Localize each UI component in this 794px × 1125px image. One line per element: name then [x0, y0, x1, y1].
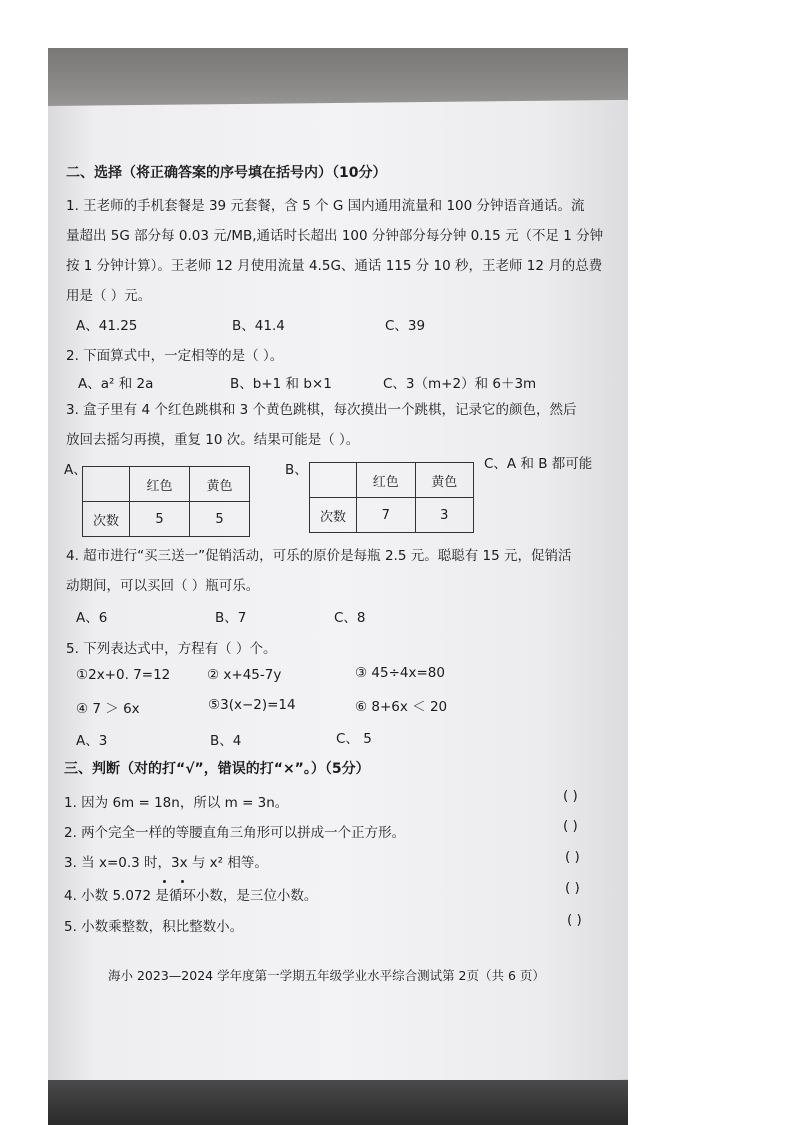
q5-expr-3: ③ 45÷4x=80	[355, 665, 445, 681]
q5-expr-4: ④ 7 ＞ 6x	[76, 701, 140, 717]
table-cell: 3	[415, 498, 474, 533]
q5-option-b: B、4	[210, 733, 242, 749]
q2-option-c: C、3（m+2）和 6＋3m	[383, 376, 537, 392]
q5-expr-1: ①2x+0. 7=12	[76, 667, 171, 683]
answer-bracket: ( )	[565, 849, 580, 865]
q5-expr-6: ⑥ 8+6x ＜ 20	[355, 699, 448, 715]
judge-item-1: 1. 因为 6m = 18n，所以 m = 3n。	[64, 795, 289, 811]
table-cell: 7	[357, 498, 416, 533]
q1-line-4: 用是（ ）元。	[66, 288, 152, 304]
section3-title: 三、判断（对的打“√”，错误的打“×”。）（5分）	[64, 761, 370, 777]
q3-table-a	[82, 466, 250, 537]
q3-line-1: 3. 盒子里有 4 个红色跳棋和 3 个黄色跳棋，每次摸出一个跳棋，记录它的颜色，然后	[66, 402, 577, 418]
q1-option-b: B、41.4	[232, 318, 285, 334]
q4-line-2: 动期间，可以买回（ ）瓶可乐。	[66, 578, 260, 594]
table-cell: 5	[130, 502, 190, 537]
q2-option-a: A、a² 和 2a	[78, 376, 154, 392]
q2-option-b: B、b+1 和 b×1	[230, 376, 332, 392]
table-row-label: 次数	[310, 498, 357, 533]
q1-option-c: C、39	[385, 318, 426, 334]
q5-option-c: C、 5	[336, 731, 372, 747]
judge-item-2: 2. 两个完全一样的等腰直角三角形可以拼成一个正方形。	[64, 825, 406, 841]
q4-line-1: 4. 超市进行“买三送一”促销活动，可乐的原价是每瓶 2.5 元。聪聪有 15 元，促销活	[66, 548, 572, 564]
q1-line-2: 量超出 5G 部分每 0.03 元/MB,通话时长超出 100 分钟部分每分钟 0.15 元（不足 1 分钟	[66, 228, 604, 244]
judge-item-3: 3. 当 x=0.3 时，3x 与 x² 相等。	[64, 855, 268, 871]
judge-item-4: 4. 小数 5.072 是循环小数，是三位小数。	[64, 888, 318, 904]
section2-title: 二、选择（将正确答案的序号填在括号内）（10分）	[66, 165, 387, 181]
table-header-cell	[83, 467, 130, 502]
q1-option-a: A、41.25	[76, 318, 138, 334]
q4-option-a: A、6	[76, 610, 108, 626]
answer-bracket: ( )	[567, 912, 582, 928]
table-cell: 5	[190, 502, 250, 537]
q3-table-b	[309, 462, 474, 533]
repeating-dot	[163, 880, 166, 883]
table-row-label: 次数	[83, 502, 130, 537]
answer-bracket: ( )	[563, 788, 578, 804]
table-header-cell: 红色	[357, 463, 416, 498]
q3-option-c: C、A 和 B 都可能	[484, 456, 593, 472]
q3-option-a-label: A、	[64, 462, 87, 478]
q4-option-c: C、8	[334, 610, 366, 626]
table-header-cell	[310, 463, 357, 498]
q5-expr-2: ② x+45-7y	[207, 667, 282, 683]
answer-bracket: ( )	[565, 880, 580, 896]
q2-stem: 2. 下面算式中，一定相等的是（ ）。	[66, 348, 284, 364]
q4-option-b: B、7	[215, 610, 247, 626]
q5-stem: 5. 下列表达式中，方程有（ ）个。	[66, 641, 277, 657]
answer-bracket: ( )	[563, 818, 578, 834]
q1-line-3: 按 1 分钟计算）。王老师 12 月使用流量 4.5G、通话 115 分 10 秒，王老师 12 月的总费	[66, 258, 603, 274]
judge-item-5: 5. 小数乘整数，积比整数小。	[64, 919, 244, 935]
table-header-cell: 黄色	[190, 467, 250, 502]
q3-line-2: 放回去摇匀再摸，重复 10 次。结果可能是（ ）。	[66, 432, 360, 448]
q3-option-b-label: B、	[285, 462, 308, 478]
q1-line-1: 1. 王老师的手机套餐是 39 元套餐，含 5 个 G 国内通用流量和 100 分钟语音通话。流	[66, 198, 585, 214]
q5-expr-5: ⑤3(x−2)=14	[208, 697, 296, 713]
q5-option-a: A、3	[76, 733, 108, 749]
table-header-cell: 黄色	[415, 463, 474, 498]
repeating-dot	[181, 880, 184, 883]
table-header-cell: 红色	[130, 467, 190, 502]
page-footer: 海小 2023—2024 学年度第一学期五年级学业水平综合测试第 2页（共 6 页）	[108, 968, 545, 983]
